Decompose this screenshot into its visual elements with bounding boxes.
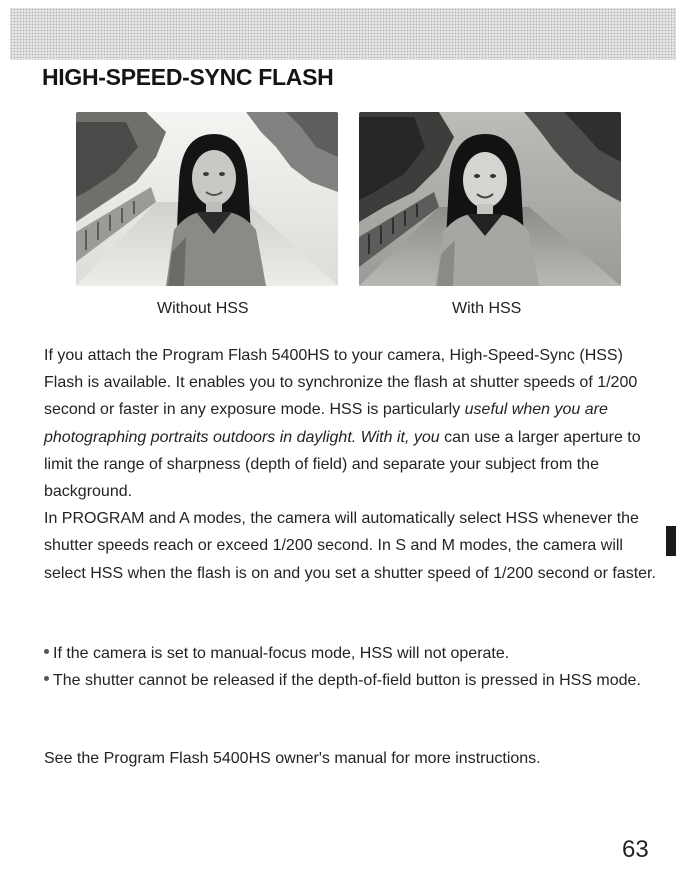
note-item (44, 667, 656, 694)
footer-note: See the Program Flash 5400HS owner's manual for more instructions. (44, 750, 541, 767)
photo-with-hss (359, 112, 621, 286)
page-title: HIGH-SPEED-SYNC FLASH (42, 64, 334, 90)
paragraph-hss-intro-part3: can use a larger aperture to limit the range of sharpness (depth of field) and separate your subject from the background. (44, 428, 641, 501)
notes-list (44, 640, 656, 694)
caption-without-hss: Without HSS (157, 300, 249, 317)
paragraph-hss-intro (44, 342, 656, 505)
caption-with-hss: With HSS (452, 300, 522, 317)
bullet-icon (44, 649, 49, 654)
header-band (10, 8, 676, 60)
paragraph-hss-modes: In PROGRAM and A modes, the camera will automatically select HSS whenever the shutter speeds reach or exceed 1/200 second. In S and M modes, the camera will select HSS when the flash is on and you set a shutter speed of 1/200 second or faster. (44, 510, 656, 582)
body-text (44, 342, 656, 587)
photo-without-hss (76, 112, 338, 286)
bullet-icon (44, 676, 49, 681)
note-text: The shutter cannot be released if the depth-of-field button is pressed in HSS mode. (53, 672, 641, 689)
note-item (44, 640, 656, 667)
paragraph-hss-intro-part2: useful when you are photographing portraits outdoors in daylight. With it, you (44, 401, 608, 446)
section-thumb-tab (666, 526, 676, 556)
page-number: 63 (622, 836, 649, 863)
note-text: If the camera is set to manual-focus mode, HSS will not operate. (53, 645, 510, 662)
paragraph-hss-intro-part1: If you attach the Program Flash 5400HS to your camera, High-Speed-Sync (HSS) Flash is available. It enables you to synchronize the flash at shutter speeds of 1/200 second or faster in any exposure mode. HSS is particularly (44, 347, 638, 419)
